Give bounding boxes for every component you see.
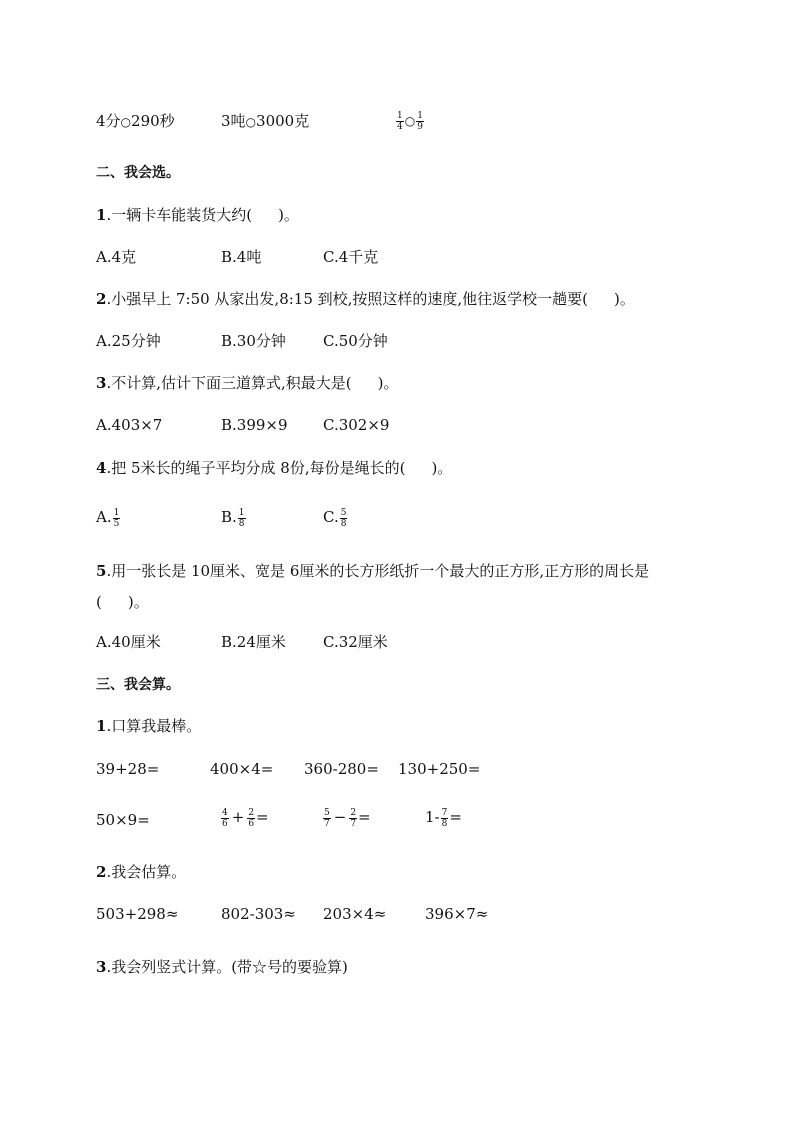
mental-math-4: 130+250= (398, 760, 481, 778)
compare-1-right: 290秒 (131, 112, 175, 130)
estimate-2: 802-303≈ (221, 905, 296, 923)
compare-2-left: 3吨 (221, 112, 246, 130)
compare-3-circle: ○ (404, 114, 416, 128)
question-2-5-line2: ( )。 (96, 593, 149, 611)
section-3-title: 三、我会算。 (96, 677, 180, 693)
option-4c: C. $\frac{5}{8}$ (323, 507, 347, 529)
mental-math-5: 50×9= (96, 811, 150, 829)
question-3-1: 1.口算我最棒。 (96, 717, 202, 735)
compare-3-frac-left: $\frac{1}{4}$ (397, 110, 403, 132)
option-5a: A.40厘米 (96, 633, 161, 651)
question-2-3: 3.不计算,估计下面三道算式,积最大是( )。 (96, 374, 399, 392)
option-5b: B.24厘米 (221, 633, 286, 651)
compare-item-3 (395, 110, 425, 132)
mental-math-3: 360-280= (304, 760, 379, 778)
compare-1-left: 4分 (96, 112, 121, 130)
option-1a: A.4克 (96, 248, 137, 266)
option-4b: B. $\frac{1}{8}$ (221, 507, 245, 529)
estimate-3: 203×4≈ (323, 905, 387, 923)
mental-math-7: $\frac{5}{7}$ − $\frac{2}{7}$ = (324, 807, 371, 829)
compare-item-1 (96, 111, 175, 132)
option-2c: C.50分钟 (323, 332, 388, 350)
option-3b: B.399×9 (221, 416, 288, 434)
option-4a: A. $\frac{1}{5}$ (96, 507, 120, 529)
compare-1-circle: ○ (120, 115, 132, 129)
question-2-5: 5.用一张长是 10厘米、宽是 6厘米的长方形纸折一个最大的正方形,正方形的周长是 (96, 562, 650, 580)
mental-math-1: 39+28= (96, 760, 160, 778)
question-2-2: 2.小强早上 7:50 从家出发,8:15 到校,按照这样的速度,他往返学校一趟要( )。 (96, 290, 635, 308)
option-2a: A.25分钟 (96, 332, 161, 350)
compare-item-2 (221, 111, 309, 132)
option-2b: B.30分钟 (221, 332, 286, 350)
option-3a: A.403×7 (96, 416, 163, 434)
question-3-2: 2.我会估算。 (96, 863, 187, 881)
compare-3-frac-right: $\frac{1}{9}$ (417, 110, 423, 132)
option-5c: C.32厘米 (323, 633, 388, 651)
option-3c: C.302×9 (323, 416, 390, 434)
section-2-title: 二、我会选。 (96, 165, 180, 181)
question-3-3: 3.我会列竖式计算。(带☆号的要验算) (96, 958, 348, 976)
mental-math-8: 1- $\frac{7}{8}$ = (425, 807, 462, 829)
question-2-1: 1.一辆卡车能装货大约( )。 (96, 206, 299, 224)
compare-2-circle: ○ (245, 115, 257, 129)
mental-math-2: 400×4= (210, 760, 274, 778)
option-1b: B.4吨 (221, 248, 262, 266)
option-1c: C.4千克 (323, 248, 379, 266)
compare-2-right: 3000克 (256, 112, 310, 130)
mental-math-6: $\frac{4}{6}$ + $\frac{2}{6}$ = (222, 807, 269, 829)
estimate-1: 503+298≈ (96, 905, 179, 923)
question-2-4: 4.把 5米长的绳子平均分成 8份,每份是绳长的( )。 (96, 459, 453, 477)
estimate-4: 396×7≈ (425, 905, 489, 923)
